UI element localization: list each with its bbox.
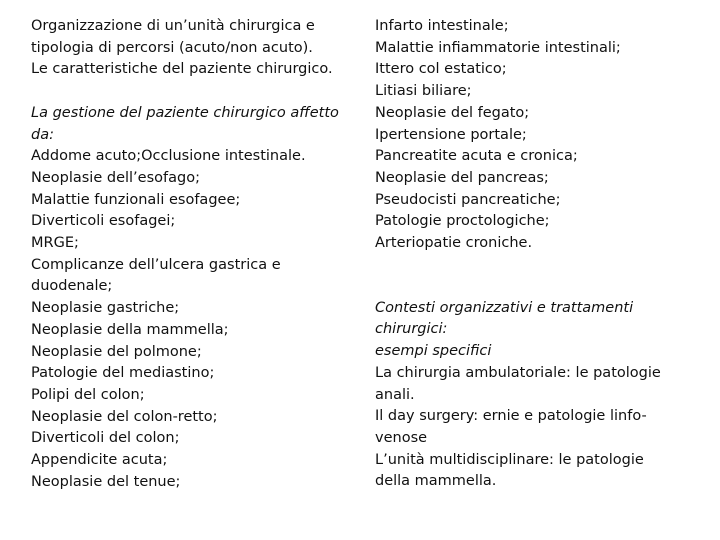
heading-line: esempi specifici <box>375 343 492 360</box>
left-heading <box>31 103 349 146</box>
list-item: Neoplasie gastriche; <box>31 300 180 317</box>
list-item: Diverticoli del colon; <box>31 430 180 447</box>
spacer <box>31 81 349 103</box>
intro-line: tipologia di percorsi (acuto/non acuto). <box>31 39 313 56</box>
context-line: L’unità multidisciplinare: le patologie <box>375 451 644 468</box>
heading-line: Contesti organizzativi e trattamenti <box>375 299 634 316</box>
list-item: Neoplasie del pancreas; <box>375 169 549 186</box>
intro-line: Organizzazione di un’unità chirurgica e <box>31 18 315 34</box>
heading-line: chirurgici: <box>375 321 448 338</box>
list-item: Litiasi biliare; <box>375 83 472 100</box>
list-item: Ipertensione portale; <box>375 126 527 143</box>
heading-line: La gestione del paziente chirurgico affetto <box>31 104 339 121</box>
list-item: Malattie funzionali esofagee; <box>31 191 241 208</box>
list-item: Pancreatite acuta e cronica; <box>375 148 578 165</box>
list-item: Arteriopatie croniche. <box>375 235 533 252</box>
right-column <box>375 16 700 493</box>
list-item: duodenale; <box>31 278 113 295</box>
left-column <box>31 16 349 493</box>
list-item: Neoplasie della mammella; <box>31 321 229 338</box>
list-item: Neoplasie del polmone; <box>31 343 202 360</box>
context-line: della mammella. <box>375 473 497 490</box>
list-item: Patologie del mediastino; <box>31 365 215 382</box>
intro-line: Le caratteristiche del paziente chirurgico. <box>31 61 333 78</box>
list-item: Neoplasie del colon-retto; <box>31 408 218 425</box>
spacer <box>375 255 700 298</box>
list-item: Complicanze dell’ulcera gastrica e <box>31 256 281 273</box>
right-heading <box>375 298 700 363</box>
list-item: Patologie proctologiche; <box>375 213 550 230</box>
context-line: venose <box>375 429 428 446</box>
context-line: anali. <box>375 386 415 403</box>
list-item: Neoplasie del fegato; <box>375 104 530 121</box>
context-line: La chirurgia ambulatoriale: le patologie <box>375 364 661 381</box>
intro-block <box>31 16 349 81</box>
list-item: Polipi del colon; <box>31 386 145 403</box>
list-item: Infarto intestinale; <box>375 18 509 34</box>
list-item: Neoplasie del tenue; <box>31 473 181 490</box>
list-item: Neoplasie dell’esofago; <box>31 169 200 186</box>
list-item: Diverticoli esofagei; <box>31 213 176 230</box>
list-item: Appendicite acuta; <box>31 452 168 469</box>
left-topic-list <box>31 146 349 493</box>
heading-line: da: <box>31 126 54 143</box>
list-item: Pseudocisti pancreatiche; <box>375 191 561 208</box>
contexts-list <box>375 363 700 493</box>
list-item: Addome acuto;Occlusione intestinale. <box>31 148 306 165</box>
list-item: MRGE; <box>31 235 79 252</box>
list-item: Malattie infiammatorie intestinali; <box>375 39 621 56</box>
right-topic-list <box>375 16 700 255</box>
context-line: Il day surgery: ernie e patologie linfo- <box>375 408 647 425</box>
list-item: Ittero col estatico; <box>375 61 507 78</box>
